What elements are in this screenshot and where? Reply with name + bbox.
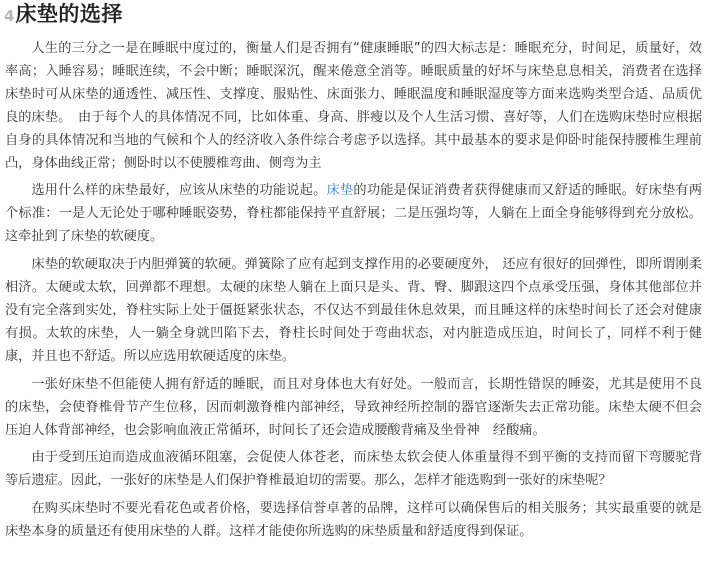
section-heading bbox=[4, 0, 702, 28]
section-title: 床垫的选择 bbox=[15, 2, 123, 26]
paragraph-2-text-after: 的功能是保证消费者获得健康而又舒适的睡眠。好床垫有两个标准：一是人无论处于哪种睡眠姿势，脊柱都能保持平直舒展；二是压强均等，人躺在上面全身能够得到充分放松。这牵扯到了床垫的软硬度。 bbox=[5, 183, 703, 245]
paragraph-3: 床垫的软硬取决于内胆弹簧的软硬。弹簧除了应有起到支撑作用的必要硬度外， 还应有很好的回弹性，即所谓刚柔相济。太硬或太软，回弹都不理想。太硬的床垫人躺在上面只是头、背、臀、脚跟这四个点承受压强，身体其他部位并没有完全落到实处，脊柱实际上处于僵挺紧张状态，不仅达不到最佳休息效果，而且睡这样的床垫时间长了还会对健康有损。太软的床垫，人一躺全身就凹陷下去，脊柱长时间处于弯曲状态，对内脏造成压迫，时间长了，同样不利于健康，并且也不舒适。所以应选用软硬适度的床垫。 bbox=[5, 257, 702, 364]
paragraph-5: 由于受到压迫而造成血液循环阻塞，会促使人体苍老，而床垫太软会使人体重量得不到平衡的支持而留下弯腰驼背等后遗症。因此，一张好的床垫是人们保护脊椎最迫切的需要。那么，怎样才能选购到一张好的床垫呢？ bbox=[5, 450, 702, 489]
paragraph-6: 在购买床垫时不要光看花色或者价格，要选择信誉卓著的品牌，这样可以确保售后的相关服务；其实最重要的就是床垫本身的质量还有使用床垫的人群。这样才能使你所选购的床垫质量和舒适度得到保证。 bbox=[5, 501, 702, 540]
article-body bbox=[4, 38, 702, 544]
paragraph-1: 人生的三分之一是在睡眠中度过的，衡量人们是否拥有“健康睡眠”的四大标志是：睡眠充分，时间足，质量好，效率高；入睡容易；睡眠连续，不会中断；睡眠深沉，醒来倦意全消等。睡眠质量的好坏与床垫息息相关，消费者在选择床垫时可从床垫的通透性、减压性、支撑度、服贴性、床面张力、睡眠温度和睡眠湿度等方面来选购类型合适、品质优良的床垫。 由于每个人的具体情况不同，比如体重、身高、胖瘦以及个人生活习惯、喜好等，人们在选购床垫时应根据自身的具体情况和当地的气候和个人的经济收入条件综合考虑予以选择。其中最基本的要求是仰卧时能保持腰椎生理前凸，身体曲线正常；侧卧时以不使腰椎弯曲、侧弯为主 bbox=[5, 41, 702, 171]
paragraph-4: 一张好床垫不但能使人拥有舒适的睡眠，而且对身体也大有好处。一般而言，长期性错误的睡姿，尤其是使用不良的床垫，会使脊椎骨节产生位移，因而刺激脊椎内部神经，导致神经所控制的器官逐渐失去正常功能。床垫太硬不但会压迫人体背部神经，也会影响血液正常循环，时间长了还会造成腰酸背痛及坐骨神 经酸痛。 bbox=[5, 376, 702, 438]
mattress-link[interactable]: 床垫 bbox=[326, 183, 354, 199]
paragraph-2 bbox=[5, 180, 702, 249]
paragraph-2-text-before: 选用什么样的床垫最好，应该从床垫的功能说起。 bbox=[31, 183, 327, 199]
section-number: 4 bbox=[4, 7, 15, 25]
